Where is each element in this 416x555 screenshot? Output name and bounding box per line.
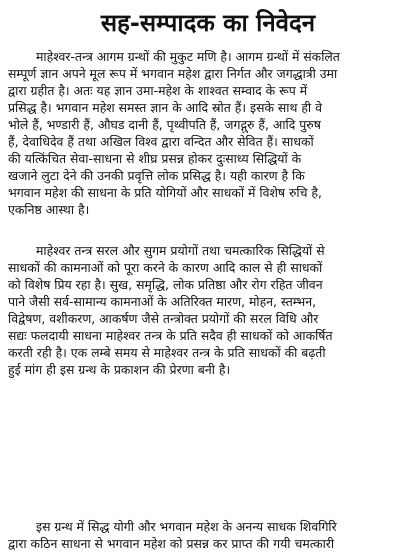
paragraph-3-line-2: द्वारा कठिन साधना से भगवान महेश को प्रसन्न कर प्राप्त की गयी चमत्कारी [8,536,335,551]
paragraph-2-line-2: साधकों की कामनाओं को पूरा करने के कारण आदि काल से ही साधकों [8,260,323,275]
paragraph-1-line-6: हैं, देवाधिदेव हैं तथा अखिल विश्व द्वारा वन्दित और सेवित हैं। साधकों [8,134,314,149]
paragraph-2-line-7: करती रही है। एक लम्बे समय से माहेश्वर तन्त्र के प्रति साधकों की बढ़ती [8,345,326,360]
page-title: सह-सम्पादक का निवेदन [100,9,316,37]
paragraph-1-line-5: भोले हैं, भण्डारी हैं, औघड दानी हैं, पृथ्वीपति हैं, जगद्गुरु हैं, आदि पुरुष [8,117,321,132]
paragraph-2-line-5: विद्वेषण, वशीकरण, आकर्षण जैसे तन्त्रोक्त प्रयोगों की सरल विधि और [8,311,319,326]
paragraph-1-line-10: एकनिष्ठ आस्था है। [8,202,90,217]
paragraph-1-line-3: द्वारा ग्रहीत है। अतः यह ज्ञान उमा-महेश के शाश्वत सम्वाद के रूप में [8,83,308,98]
paragraph-1-line-8: खजाने लुटा देने की उनकी प्रवृत्ति लोक प्रसिद्ध है। यही कारण है कि [8,168,305,183]
paragraph-1-line-4: प्रसिद्ध है। भगवान महेश समस्त ज्ञान के आदि स्रोत हैं। इसके साथ ही वे [8,100,322,115]
paragraph-1-line-2: सम्पूर्ण ज्ञान अपने मूल रूप में भगवान महेश द्वारा निर्गत और जगद्धात्री उमा [8,66,338,81]
paragraph-2-line-3: को विशेष प्रिय रहा है। सुख, समृद्धि, लोक प्रतिष्ठा और रोग रहित जीवन [8,277,323,292]
paragraph-1-line-9: भगवान महेश की साधना के प्रति योगियों और साधकों में विशेष रुचि है, [8,185,322,200]
paragraph-1-line-7: की यत्किंचित सेवा-साधना से शीघ्र प्रसन्न होकर दुःसाध्य सिद्धियों के [8,151,302,166]
paragraph-2-line-8: हुई मांग ही इस ग्रन्थ के प्रकाशन की प्रेरणा बनी है। [8,362,231,377]
paragraph-2-line-1: माहेश्वर तन्त्र सरल और सुगम प्रयोगों तथा चमत्कारिक सिद्धियों से [36,243,325,258]
paragraph-3-line-1: इस ग्रन्थ में सिद्ध योगी और भगवान महेश के अनन्य साधक शिवगिरि [36,519,337,534]
paragraph-1-line-1: माहेश्वर-तन्त्र आगम ग्रन्थों की मुकुट मणि है। आगम ग्रन्थों में संकलित [36,49,340,64]
paragraph-2-line-4: पाने जैसी सर्व-सामान्य कामनाओं के अतिरिक्त मारण, मोहन, स्तम्भन, [8,294,317,309]
paragraph-2-line-6: सद्यः फलदायी साधना माहेश्वर तन्त्र के प्रति सदैव ही साधकों को आकर्षित [8,328,333,343]
